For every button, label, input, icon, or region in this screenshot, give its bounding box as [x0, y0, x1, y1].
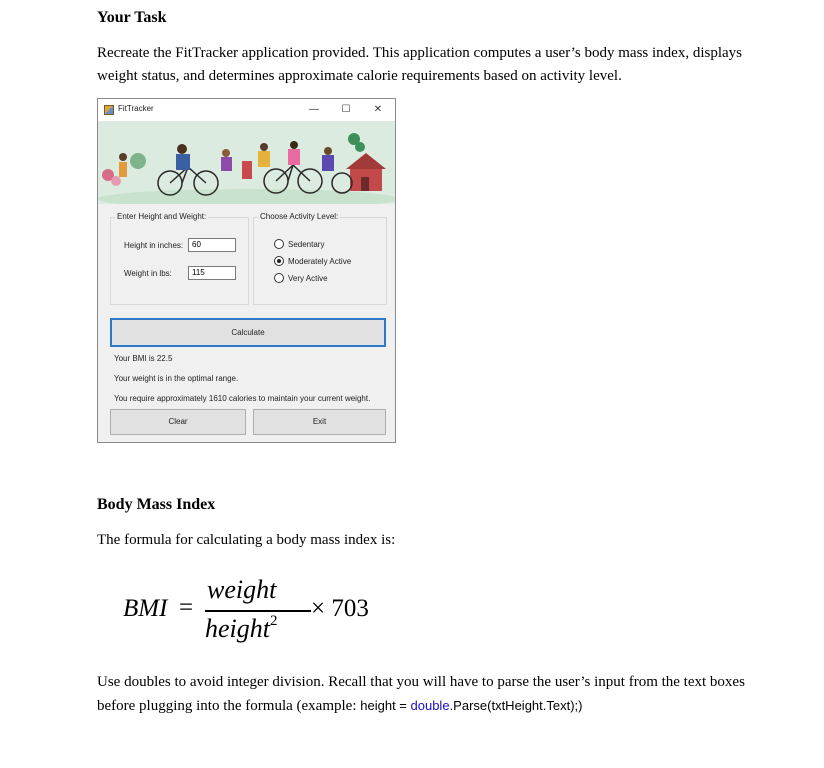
radio-moderately-active[interactable] [274, 256, 284, 266]
radio-moderately-active-label: Moderately Active [288, 257, 352, 266]
formula-equals: = [179, 594, 194, 621]
formula-numerator: weight [207, 575, 277, 604]
cyclists-illustration [98, 121, 395, 204]
minimize-button[interactable]: — [309, 104, 319, 115]
height-weight-group [110, 212, 249, 305]
formula-exponent: 2 [270, 613, 278, 629]
height-label: Height in inches: [124, 241, 184, 250]
radio-sedentary-label: Sedentary [288, 240, 325, 249]
radio-very-active[interactable] [274, 273, 284, 283]
fittracker-window [97, 98, 396, 443]
weight-status: Your weight is in the optimal range. [114, 374, 239, 383]
heading-your-task: Your Task [97, 9, 167, 26]
calculate-button[interactable]: Calculate [110, 318, 386, 347]
code-keyword: double [410, 698, 450, 713]
app-icon [104, 105, 114, 115]
calorie-result: You require approximately 1610 calories to maintain your current weight. [114, 394, 371, 403]
formula-denominator: height [205, 614, 270, 643]
heading-body-mass-index: Body Mass Index [97, 496, 216, 513]
bmi-result: Your BMI is 22.5 [114, 354, 173, 363]
code-example [360, 698, 582, 713]
fraction-bar [205, 610, 311, 612]
task-description: Recreate the FitTracker application provided. This application computes a user’s body mass index, displays weight status, and determines approximate calorie requirements based on activity level. [97, 45, 742, 84]
weight-input[interactable]: 115 [188, 266, 236, 280]
code-suffix: .Parse(txtHeight.Text);) [449, 698, 583, 713]
bmi-formula [123, 575, 383, 650]
parsing-note-text: Use doubles to avoid integer division. Recall that you will have to parse the user’s input from the text boxes before plugging into the formula (example: [97, 674, 745, 714]
parsing-note [97, 670, 757, 718]
maximize-button[interactable]: ☐ [341, 104, 351, 115]
weight-label: Weight in lbs: [124, 269, 172, 278]
height-weight-group-title: Enter Height and Weight: [117, 212, 207, 221]
formula-lhs: BMI [123, 595, 168, 622]
formula-denominator-wrap [205, 613, 278, 644]
banner-illustration [98, 121, 395, 204]
code-prefix: height = [360, 698, 411, 713]
title-bar [98, 99, 395, 121]
formula-multiplier: × 703 [311, 595, 369, 622]
window-title: FitTracker [118, 104, 154, 113]
exit-button[interactable]: Exit [253, 409, 386, 435]
formula-intro: The formula for calculating a body mass index is: [97, 532, 396, 548]
clear-button[interactable]: Clear [110, 409, 246, 435]
radio-sedentary[interactable] [274, 239, 284, 249]
radio-very-active-label: Very Active [288, 274, 328, 283]
activity-level-group-title: Choose Activity Level: [260, 212, 339, 221]
close-button[interactable]: ✕ [373, 104, 383, 115]
height-input[interactable]: 60 [188, 238, 236, 252]
